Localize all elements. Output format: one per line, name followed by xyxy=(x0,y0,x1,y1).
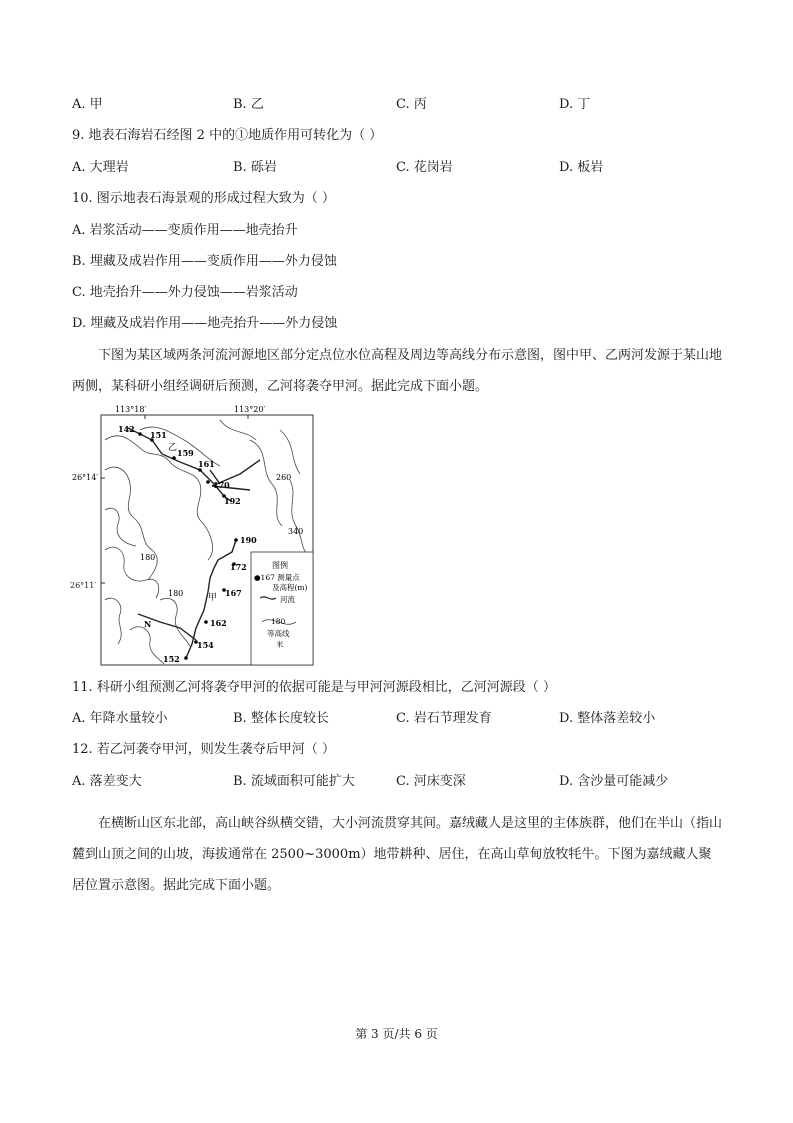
q9-option-d: D. 板岩 xyxy=(559,160,604,175)
contour-label-180-b: 180 xyxy=(168,589,184,598)
q9-option-b: B. 砾岩 xyxy=(233,160,277,175)
q9-stem: 9. 地表石海岩石经图 2 中的①地质作用可转化为（ ） xyxy=(72,128,383,143)
q12-option-c: C. 河床变深 xyxy=(396,774,466,789)
q12-option-b: B. 流域面积可能扩大 xyxy=(233,774,355,789)
q11-option-b: B. 整体长度较长 xyxy=(233,711,329,726)
q8-option-b: B. 乙 xyxy=(233,97,264,112)
contour-label-260: 260 xyxy=(276,473,292,482)
river-jia-label: 甲 xyxy=(208,593,218,603)
intro-paragraph-1: 下图为某区域两条河流河源地区部分定点位水位高程及周边等高线分布示意图，图中甲、乙两河发源于某山地两侧，某科研小组经调研后预测，乙河将袭夺甲河。据此完成下面小题。 xyxy=(72,348,723,394)
legend-contour: 等高线 xyxy=(267,629,290,638)
legend-title: 图例 xyxy=(272,561,288,570)
north-arrow-label: N xyxy=(144,619,152,629)
point-label-167: 167 xyxy=(225,588,242,598)
point-label-172: 172 xyxy=(230,562,247,572)
intro-paragraph-2: 在横断山区东北部，高山峡谷纵横交错，大小河流贯穿其间。嘉绒藏人是这里的主体族群，他们在半山（指山麓到山顶之间的山坡，海拔通常在 2500~3000m）地带耕种、居住，在高山草甸放牧牦牛。下图为嘉绒藏人聚居位置示意图。据此完成下面小题。 xyxy=(72,816,723,893)
point-label-154: 154 xyxy=(197,640,214,650)
point-label-152: 152 xyxy=(163,654,180,664)
q10-stem: 10. 图示地表石海景观的形成过程大致为（ ） xyxy=(72,191,335,206)
q11-option-c: C. 岩石节理发育 xyxy=(396,711,492,726)
point-label-192: 192 xyxy=(224,496,241,506)
q11-option-d: D. 整体落差较小 xyxy=(559,711,656,726)
legend-point: ●167 测量点 xyxy=(254,573,300,582)
point-label-170: 170 xyxy=(213,480,230,490)
legend-unit: 米 xyxy=(276,640,284,649)
q12-option-d: D. 含沙量可能减少 xyxy=(559,774,669,789)
point-label-161: 161 xyxy=(198,459,215,469)
lat-top-label: 26°14′ xyxy=(72,473,99,482)
q12-stem: 12. 若乙河袭夺甲河，则发生袭夺后甲河（ ） xyxy=(72,742,335,757)
contour-label-340: 340 xyxy=(288,527,304,536)
q10-option-a: A. 岩浆活动——变质作用——地壳抬升 xyxy=(72,223,298,238)
point-label-162: 162 xyxy=(210,618,227,628)
q10-option-b: B. 埋藏及成岩作用——变质作用——外力侵蚀 xyxy=(72,254,337,269)
q9-option-a: A. 大理岩 xyxy=(72,160,129,175)
q8-option-a: A. 甲 xyxy=(72,97,103,112)
point-label-142: 142 xyxy=(118,424,135,434)
river-yi-label: 乙 xyxy=(168,443,178,453)
q8-option-c: C. 丙 xyxy=(396,97,427,112)
page-footer: 第 3 页/共 6 页 xyxy=(355,1027,438,1041)
q12-option-a: A. 落差变大 xyxy=(72,774,142,789)
legend-point-2: 及高程(m) xyxy=(272,583,308,592)
q8-option-d: D. 丁 xyxy=(559,97,591,112)
lat-bottom-label: 26°11′ xyxy=(70,581,97,590)
lon-right-label: 113°20′ xyxy=(234,405,266,414)
lon-left-label: 113°18′ xyxy=(115,405,147,414)
map-legend xyxy=(251,552,313,665)
legend-river: 河流 xyxy=(280,595,295,604)
q11-option-a: A. 年降水量较小 xyxy=(72,711,168,726)
point-label-190: 190 xyxy=(240,535,257,545)
contour-label-180-a: 180 xyxy=(140,553,156,562)
point-label-151: 151 xyxy=(150,430,167,440)
q10-option-d: D. 埋藏及成岩作用——地壳抬升——外力侵蚀 xyxy=(72,316,338,331)
legend-contour-value: 180 xyxy=(271,617,286,626)
point-label-159: 159 xyxy=(177,448,194,458)
q9-option-c: C. 花岗岩 xyxy=(396,160,453,175)
q10-option-c: C. 地壳抬升——外力侵蚀——岩浆活动 xyxy=(72,285,298,300)
q11-stem: 11. 科研小组预测乙河将袭夺甲河的依据可能是与甲河河源段相比，乙河河源段（ ） xyxy=(72,680,556,695)
